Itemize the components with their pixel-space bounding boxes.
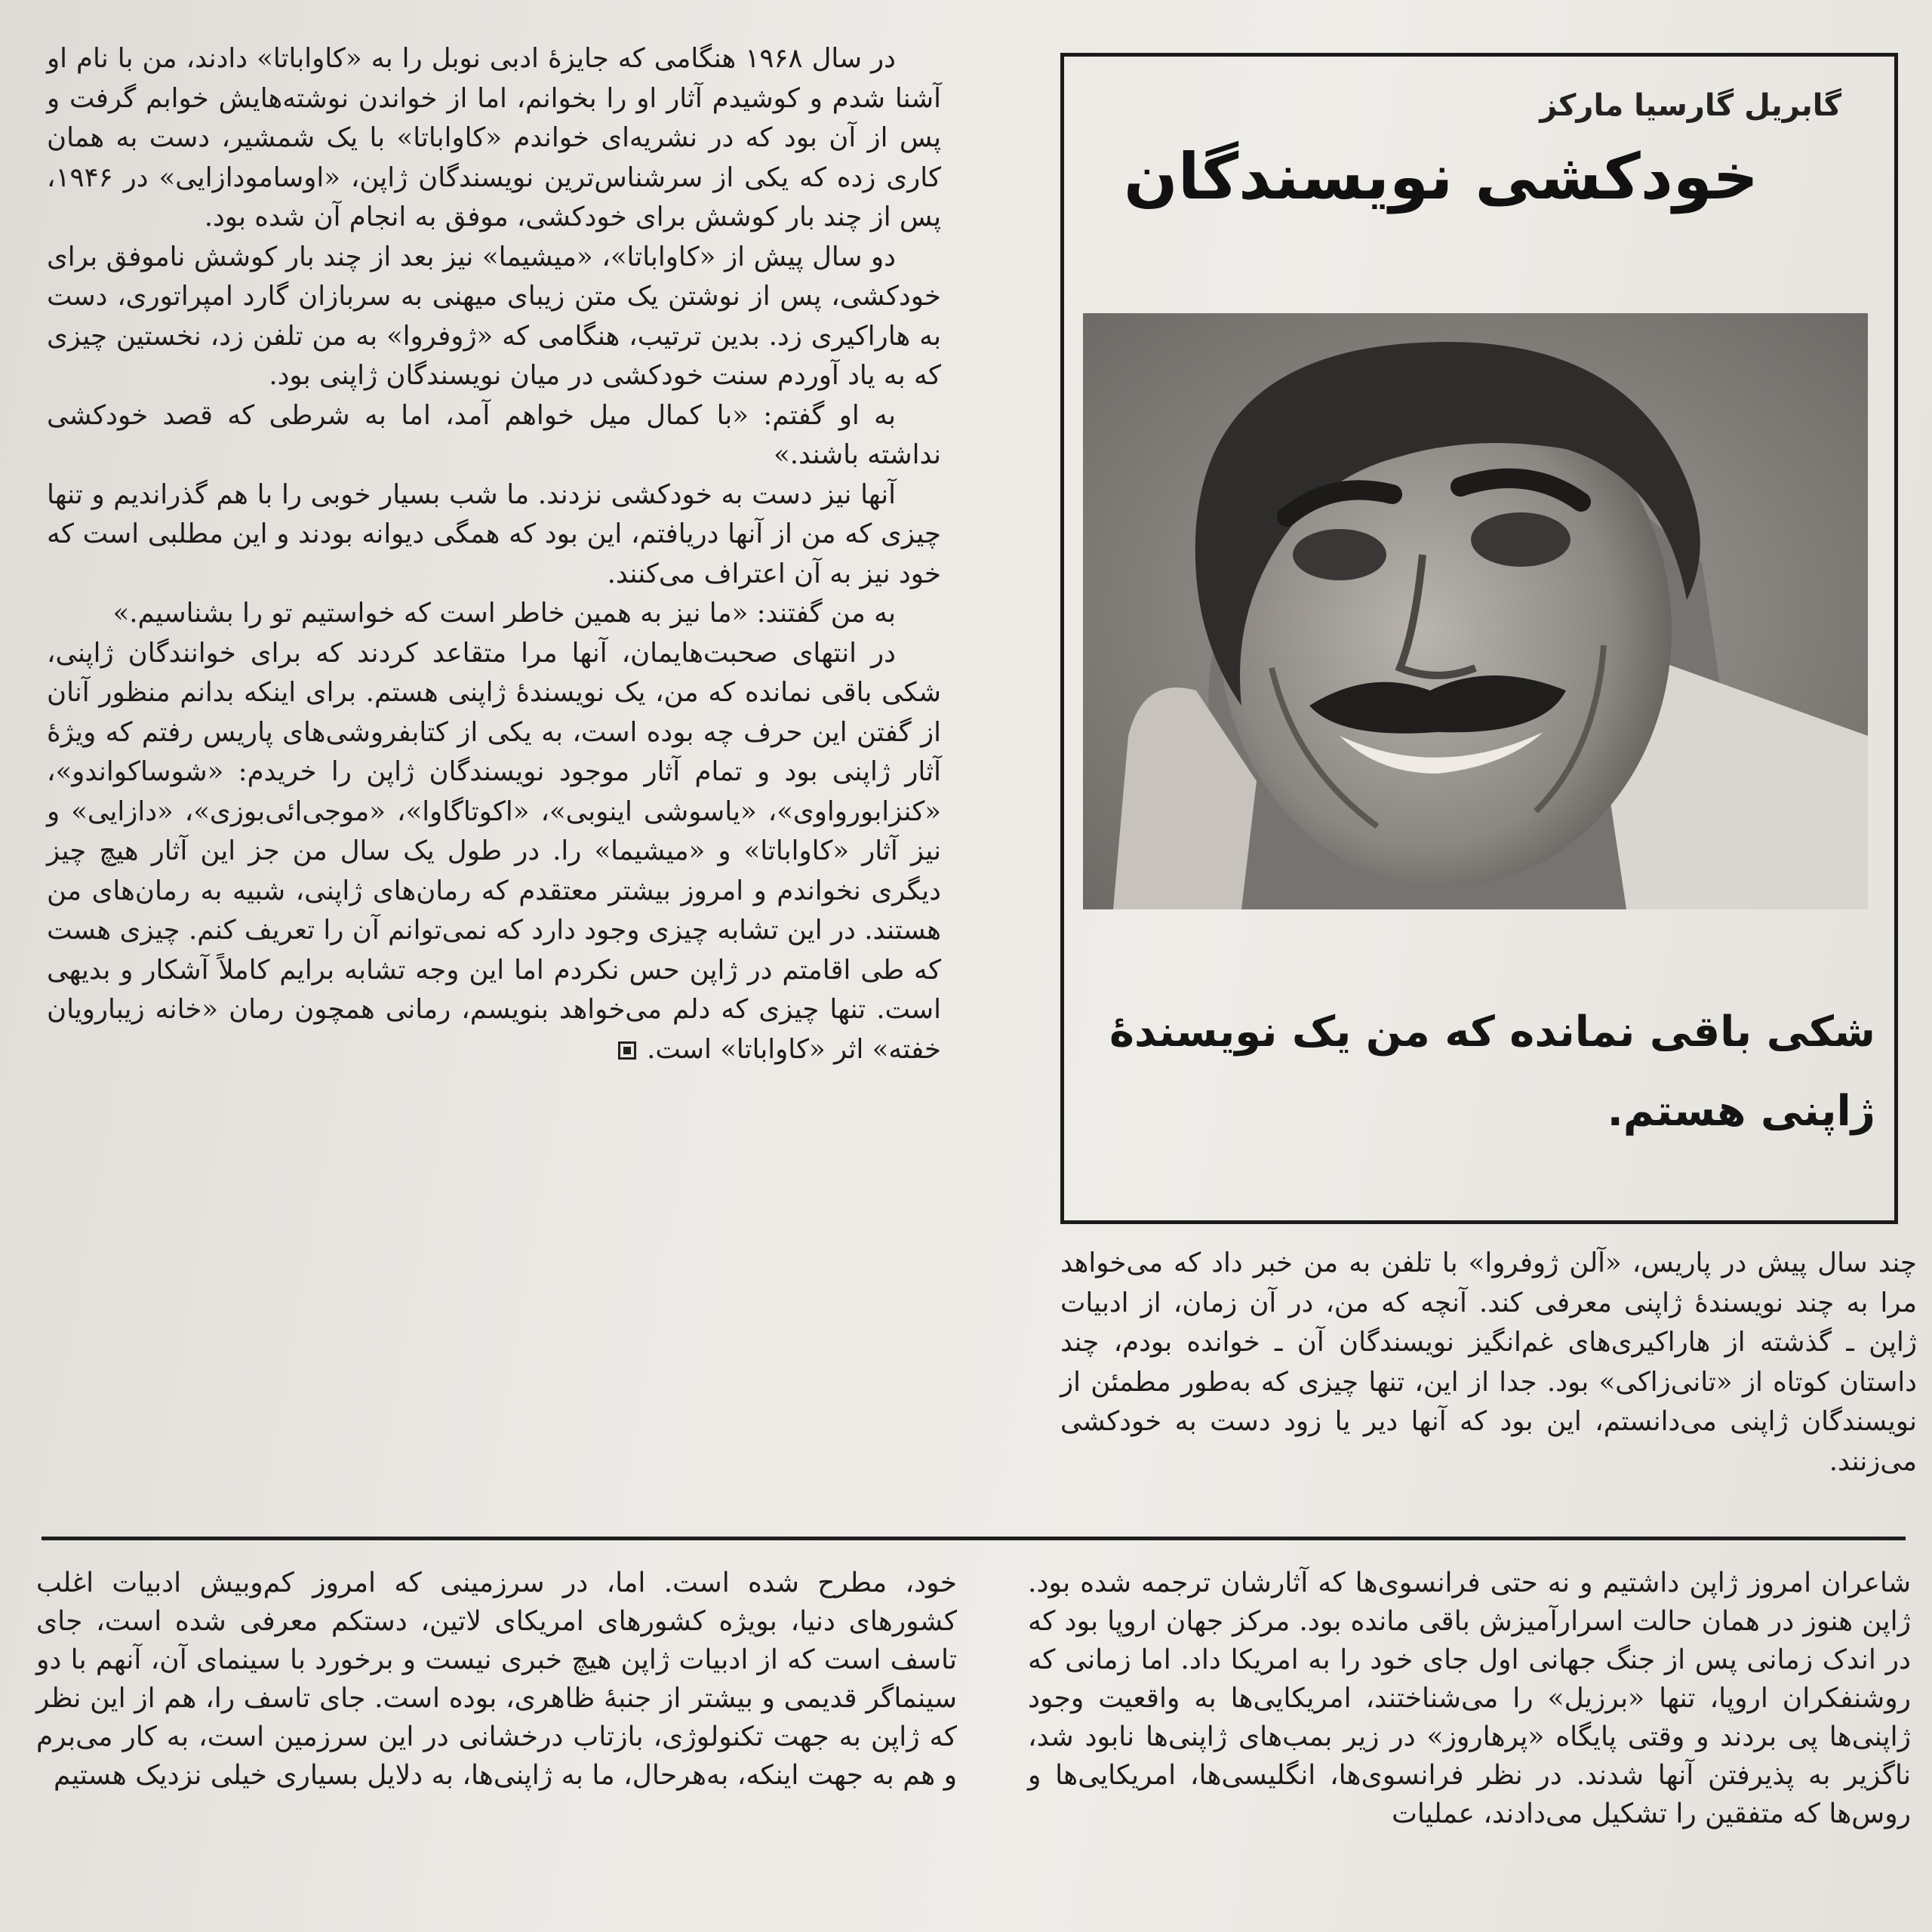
bottom-right-column	[1028, 1564, 1911, 1833]
author-photo	[1083, 313, 1868, 909]
paragraph: در سال ۱۹۶۸ هنگامی که جایزهٔ ادبی نوبل را به «کاواباتا» دادند، من با نام او آشنا شدم و کوشیدم آثار او را بخوانم، اما از خواندن نوشته‌هایش خوابم گرفت و پس از آن بود که در نشریه‌ای خواندم «کاواباتا» با یک شمشیر، دست به همان کاری زده که یکی از سرشناس‌ترین نویسندگان ژاپن، «اوسامودازایی» در ۱۹۴۶، پس از چند بار کوشش برای خودکشی، موفق به انجام آن شده بود.	[47, 43, 941, 232]
section-divider	[42, 1537, 1906, 1540]
bottom-left-column	[36, 1564, 957, 1795]
paragraph: شاعران امروز ژاپن داشتیم و نه حتی فرانسوی‌ها که آثارشان ترجمه شده بود. ژاپن هنوز در همان حالت اسرارآمیزش باقی مانده بود. مرکز جهان اروپا بود که در اندک زمانی پس از جنگ جهانی اول جای خود را به امریکا داد. اما زمانی که روشنفکران اروپا، تنها «برزیل» را می‌شناختند، امریکایی‌ها به واقعیت وجود ژاپنی‌ها پی بردند و وقتی پایگاه «پرهاروز» در زیر بمب‌های ژاپنی‌ها نابود شد، ناگزیر به پذیرفتن آنها شدند. در نظر فرانسوی‌ها، انگلیسی‌ها، امریکایی‌ها و روس‌ها که متفقین را تشکیل می‌دادند، عملیات	[1028, 1567, 1911, 1829]
left-text-column	[47, 39, 941, 1069]
paragraph: آنها نیز دست به خودکشی نزدند. ما شب بسیار خوبی را با هم گذراندیم و تنها چیزی که من از آنها دریافتم، این بود که همگی دیوانه بودند و این مطلبی است که خود نیز به آن اعتراف می‌کنند.	[47, 478, 941, 589]
article-title: خودکشی نویسندگان	[1124, 140, 1758, 214]
paragraph-last	[47, 634, 941, 1070]
right-text-column	[1060, 1244, 1917, 1481]
author-name: گابریل گارسیا مارکز	[1540, 88, 1841, 123]
paragraph-text: در انتهای صحبت‌هایمان، آنها مرا متقاعد کردند که برای خوانندگان ژاپنی، شکی باقی نمانده که من، یک نویسندهٔ ژاپنی هستم. برای اینکه بدانم منظور آنان از گفتن این حرف چه بوده است، به یکی از کتابفروشی‌های پاریس رفتم که ویژهٔ آثار ژاپنی بود و تمام آثار موجود نویسندگان ژاپن را خریدم: «شوساکواندو»، «کنزابورواوی»، «یاسوشی اینوبی»، «اکوتاگاوا»، «موجی‌ائی‌بوزی»، «دازایی» و نیز آثار «کاواباتا» و «میشیما» را. در طول یک سال من جز این آثار هیچ چیز دیگری نخواندم و امروز بیشتر معتقدم که رمان‌های ژاپنی، شبیه به رمان‌های من هستند. در این تشابه چیزی وجود دارد که نمی‌توانم آن را تعریف کنم. چیزی هست که طی اقامتم در ژاپن حس نکردم اما این وجه تشابه برایم کاملاً آشکار و بدیهی است. تنها چیزی که دلم می‌خواهد بنویسم، رمانی همچون رمان «خانه زیبارویان خفته» اثر «کاواباتا» است.	[47, 637, 941, 1065]
paragraph: خود، مطرح شده است. اما، در سرزمینی که امروز کم‌وبیش ادبیات اغلب کشورهای دنیا، بویژه کشورهای امریکای لاتین، دستکم معرفی شده است، جای تاسف است که از ادبیات ژاپن هیچ خبری نیست و برخورد با سینمای آن، آنهم با دو سینماگر قدیمی و بیشتر از جنبهٔ ظاهری، بوده است. جای تاسف را، هم از این نظر که ژاپن به جهت تکنولوژی، بازتاب درخشانی در این سرزمین است، به کار می‌برم و هم به جهت اینکه، به‌هرحال، ما به ژاپنی‌ها، به دلایل بسیاری خیلی نزدیک هستیم	[36, 1567, 957, 1791]
paragraph: به من گفتند: «ما نیز به همین خاطر است که خواستیم تو را بشناسیم.»	[112, 598, 896, 629]
paragraph: به او گفتم: «با کمال میل خواهم آمد، اما به شرطی که قصد خودکشی نداشته باشند.»	[47, 399, 941, 470]
paragraph: دو سال پیش از «کاواباتا»، «میشیما» نیز بعد از چند بار کوشش ناموفق برای خودکشی، پس از نوشتن یک متن زیبای میهنی به سربازان گارد امپراتوری، دست به هاراکیری زد. بدین ترتیب، هنگامی که «ژوفروا» به من تلفن زد، نخستین چیزی که به یاد آوردم سنت خودکشی در میان نویسندگان ژاپنی بود.	[47, 241, 941, 391]
paragraph: چند سال پیش در پاریس، «آلن ژوفروا» با تلفن به من خبر داد که می‌خواهد مرا به چند نویسندهٔ ژاپنی معرفی کند. آنچه که من، در آن زمان، از ادبیات ژاپن ـ گذشته از هاراکیری‌های غم‌انگیز نویسندگان آن ـ خوانده بودم، چند داستان کوتاه از «تانی‌زاکی» بود. جدا از این، تنها چیزی که به‌طور مطمئن از نویسندگان ژاپنی می‌دانستم، این بود که آنها دیر یا زود دست به خودکشی می‌زنند.	[1060, 1247, 1917, 1477]
pull-quote: شکی باقی نمانده که من یک نویسندهٔ ژاپنی هستم.	[1109, 1008, 1875, 1136]
portrait-illustration	[1083, 313, 1868, 909]
title-box	[1060, 53, 1898, 1224]
end-of-article-icon	[618, 1041, 636, 1060]
